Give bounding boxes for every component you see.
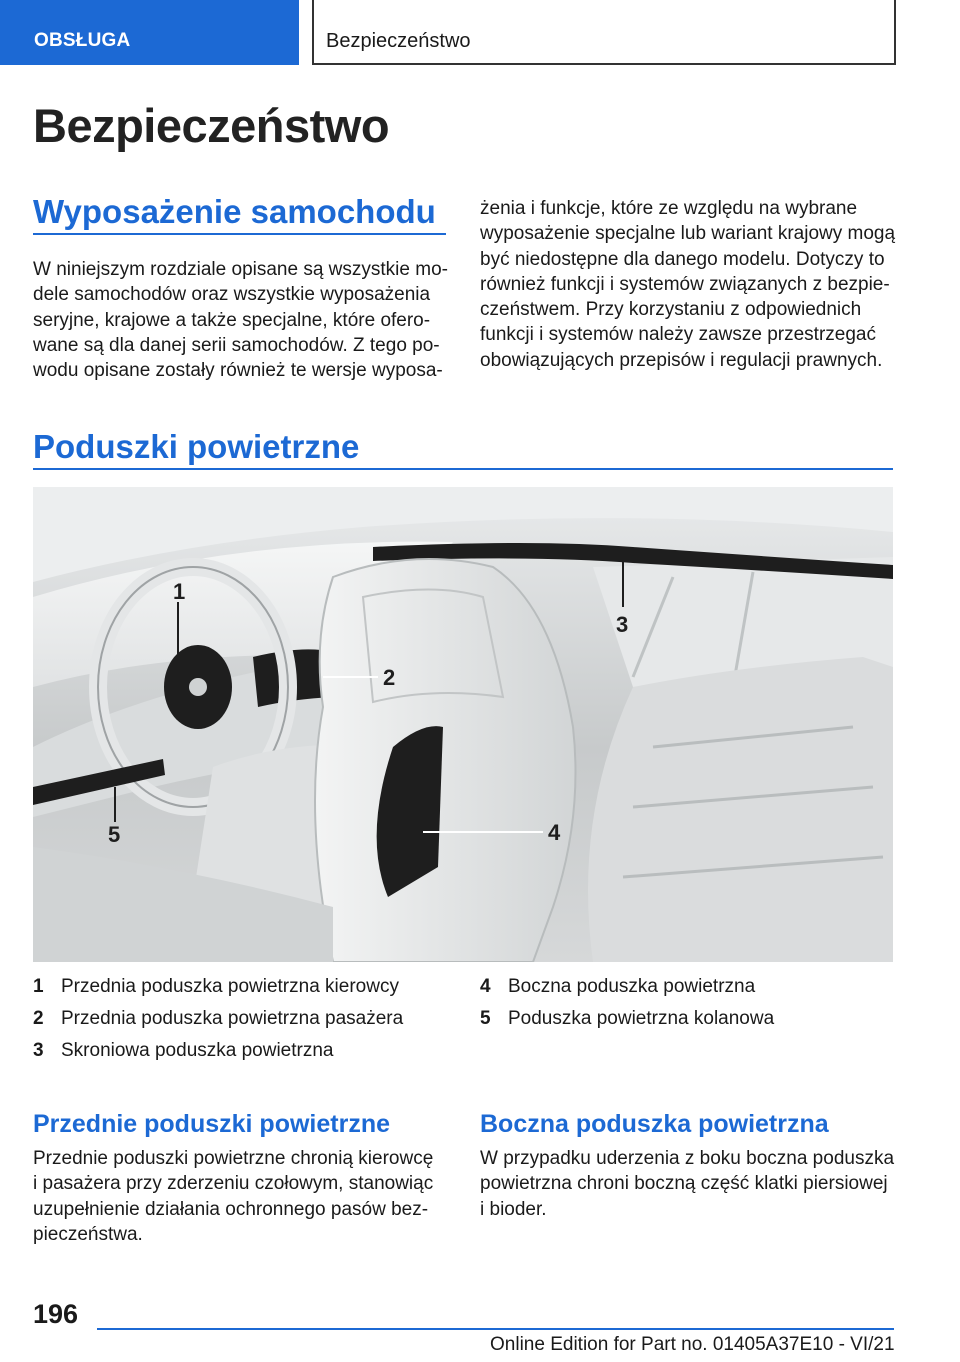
breadcrumb xyxy=(312,0,896,65)
callout-5: 5 xyxy=(108,822,121,847)
text-line: powietrzna chroni boczną część klatki piersiowej xyxy=(480,1173,888,1195)
airbags-heading: Poduszki powietrzne xyxy=(33,428,360,465)
callout-3: 3 xyxy=(616,612,629,637)
text-line: i bioder. xyxy=(480,1198,547,1220)
legend-text: Przednia poduszka powietrzna pasażera xyxy=(61,1008,404,1029)
steering-logo xyxy=(189,678,207,696)
front-airbags-text xyxy=(33,1146,433,1247)
text-line: wyposażenie specjalne lub wariant krajowy mogą xyxy=(480,223,896,245)
text-line: funkcji i systemów należy zawsze przestrzegać xyxy=(480,324,876,346)
car-interior-drawing xyxy=(33,487,893,962)
footer-rule xyxy=(97,1328,894,1330)
text-line: żenia i funkcje, które ze względu na wybrane xyxy=(480,198,858,219)
legend-text: Boczna poduszka powietrzna xyxy=(508,976,756,997)
text-line: uzupełnienie działania ochronnego pasów bez‐ xyxy=(33,1198,429,1220)
text-line: Przednie poduszki powietrzne chronią kierowcę xyxy=(33,1148,434,1169)
text-line: seryjne, krajowe a także specjalne, które ofero‐ xyxy=(33,309,431,331)
legend-text: Przednia poduszka powietrzna kierowcy xyxy=(61,976,399,997)
page-number: 196 xyxy=(33,1299,79,1329)
breadcrumb-label: Bezpieczeństwo xyxy=(326,30,471,52)
equipment-heading-rule xyxy=(33,233,446,235)
legend-number: 5 xyxy=(480,1008,491,1029)
text-line: wodu opisane zostały również te wersje wyposa‐ xyxy=(33,360,443,382)
legend-text: Poduszka powietrzna kolanowa xyxy=(508,1008,775,1029)
equipment-heading: Wyposażenie samochodu xyxy=(33,193,436,230)
callout-2: 2 xyxy=(383,665,396,690)
text-line: dele samochodów oraz wszystkie wyposażenia xyxy=(33,284,431,306)
edition-note: Online Edition for Part no. 01405A37E10 - VI/21 xyxy=(490,1334,895,1355)
equipment-text-col2 xyxy=(480,196,895,373)
page-title: Bezpieczeństwo xyxy=(33,99,390,152)
airbags-heading-rule xyxy=(33,468,893,470)
rear-seat xyxy=(588,657,893,962)
front-seat xyxy=(315,559,576,962)
text-line: W przypadku uderzenia z boku boczna poduszka xyxy=(480,1148,895,1169)
section-tab-label: OBSŁUGA xyxy=(34,30,131,51)
text-line: wane są dla danej serii samochodów. Z tego po‐ xyxy=(33,334,440,356)
front-airbags-heading: Przednie poduszki powietrzne xyxy=(33,1110,390,1138)
legend-number: 1 xyxy=(33,976,44,997)
side-airbag-text xyxy=(480,1146,894,1222)
text-line: pieczeństwa. xyxy=(33,1223,143,1245)
text-line: również funkcji i systemów związanych z bezpie‐ xyxy=(480,273,890,295)
side-airbag-heading: Boczna poduszka powietrzna xyxy=(480,1110,829,1138)
text-line: być niedostępne dla danego modelu. Dotyczy to xyxy=(480,248,885,270)
legend-text: Skroniowa poduszka powietrzna xyxy=(61,1040,334,1061)
section-tab[interactable] xyxy=(0,0,299,65)
equipment-text-col1 xyxy=(33,257,448,383)
text-line: obowiązujących przepisów i regulacji prawnych. xyxy=(480,349,883,371)
text-line: czeństwem. Przy korzystaniu z odpowiednich xyxy=(480,299,862,321)
airbag-locations-illustration xyxy=(33,487,893,962)
text-line: i pasażera przy zderzeniu czołowym, stanowiąc xyxy=(33,1173,434,1195)
legend-number: 4 xyxy=(480,976,491,997)
legend-number: 2 xyxy=(33,1008,44,1029)
callout-1: 1 xyxy=(173,579,186,604)
callout-4: 4 xyxy=(548,820,561,845)
legend-number: 3 xyxy=(33,1040,44,1061)
text-line: W niniejszym rozdziale opisane są wszystkie mo‐ xyxy=(33,259,448,280)
